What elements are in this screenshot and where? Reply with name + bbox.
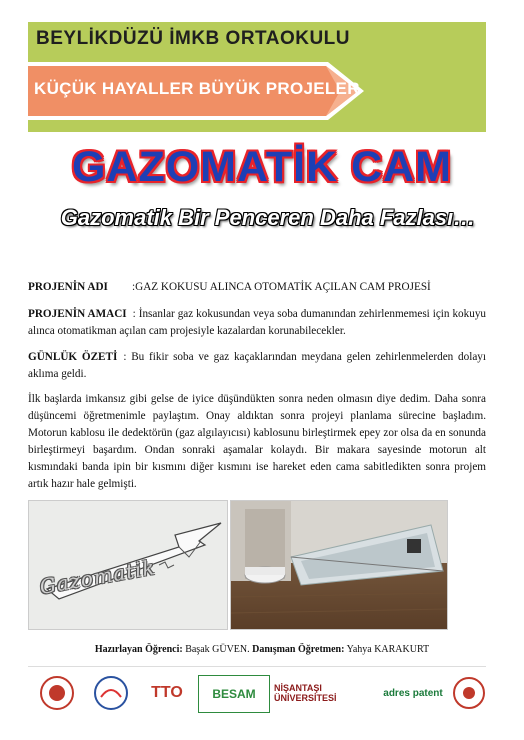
page-title: GAZOMATİK CAM xyxy=(71,143,453,191)
advisor-name: Yahya KARAKURT xyxy=(346,644,430,655)
kaymakamlik-logo-icon xyxy=(34,675,80,711)
meb-logo-icon xyxy=(452,675,486,711)
slogan-text: KÜÇÜK HAYALLER BÜYÜK PROJELER xyxy=(34,79,360,98)
project-name-value: :GAZ KOKUSU ALINCA OTOMATİK AÇILAN CAM PROJESİ xyxy=(132,281,431,293)
advisor-label: Danışman Öğretmen: xyxy=(252,644,345,655)
tto-logo: TTO xyxy=(151,684,183,701)
sketch-text: Gazomatik xyxy=(37,555,158,599)
project-purpose-value: : İnsanlar gaz kokusundan veya soba dumanından zehirlenmemesi için kokuyu alınca otomatikman açılan cam projesiyle kazalardan korunabilecekler. xyxy=(28,308,487,337)
sketch-photo xyxy=(28,500,228,630)
project-name-row xyxy=(28,279,486,296)
student-name: Başak GÜVEN. xyxy=(185,644,250,655)
credits-row xyxy=(0,641,524,658)
besam-logo: BESAM xyxy=(198,675,270,713)
daily-summary-value: : Bu fikir soba ve gaz kaçaklarından meydana gelen zehirlenmelerden dolayı aklıma geldi. xyxy=(28,351,486,380)
sponsor-logos xyxy=(28,666,486,719)
daily-summary-label: GÜNLÜK ÖZETİ xyxy=(28,351,118,363)
project-name-label: PROJENİN ADI xyxy=(28,281,108,293)
nisantasi-logo: NİŞANTAŞI ÜNİVERSİTESİ xyxy=(274,683,337,703)
university-logo-icon xyxy=(86,675,136,711)
project-purpose xyxy=(28,306,486,340)
daily-summary xyxy=(28,349,486,383)
adres-patent-logo: adres patent xyxy=(383,687,443,699)
page-subtitle: Gazomatik Bir Penceren Daha Fazlası… xyxy=(60,205,476,230)
story-paragraph: İlk başlarda imkansız gibi gelse de iyice düşündükten sonra neden olmasın diye dedim. Daha sonra düşüncemi öğretmenimle paylaştım. Onay aldıktan sonra projeyi planlama sürecine başladım. Motorun kablosu ile dedektörün (gaz algılayıcısı) kablosunu birleştirmek epey zor olsa da en sonunda birleştirmeyi başardım. Ondan sonraki aşamalar kolaydı. Bir makara sayesinde motorun alt kısmındaki banda ipin bir kısmını diğer kısmını ise hareket eden cama sabitledikten sonra projem artık hazır hale gelmişti. xyxy=(28,393,486,490)
window-model-icon xyxy=(231,501,447,629)
model-photo xyxy=(230,500,448,630)
student-label: Hazırlayan Öğrenci: xyxy=(94,644,183,655)
project-purpose-label: PROJENİN AMACI xyxy=(28,308,127,320)
school-name: BEYLİKDÜZÜ İMKB ORTAOKULU xyxy=(36,28,351,49)
